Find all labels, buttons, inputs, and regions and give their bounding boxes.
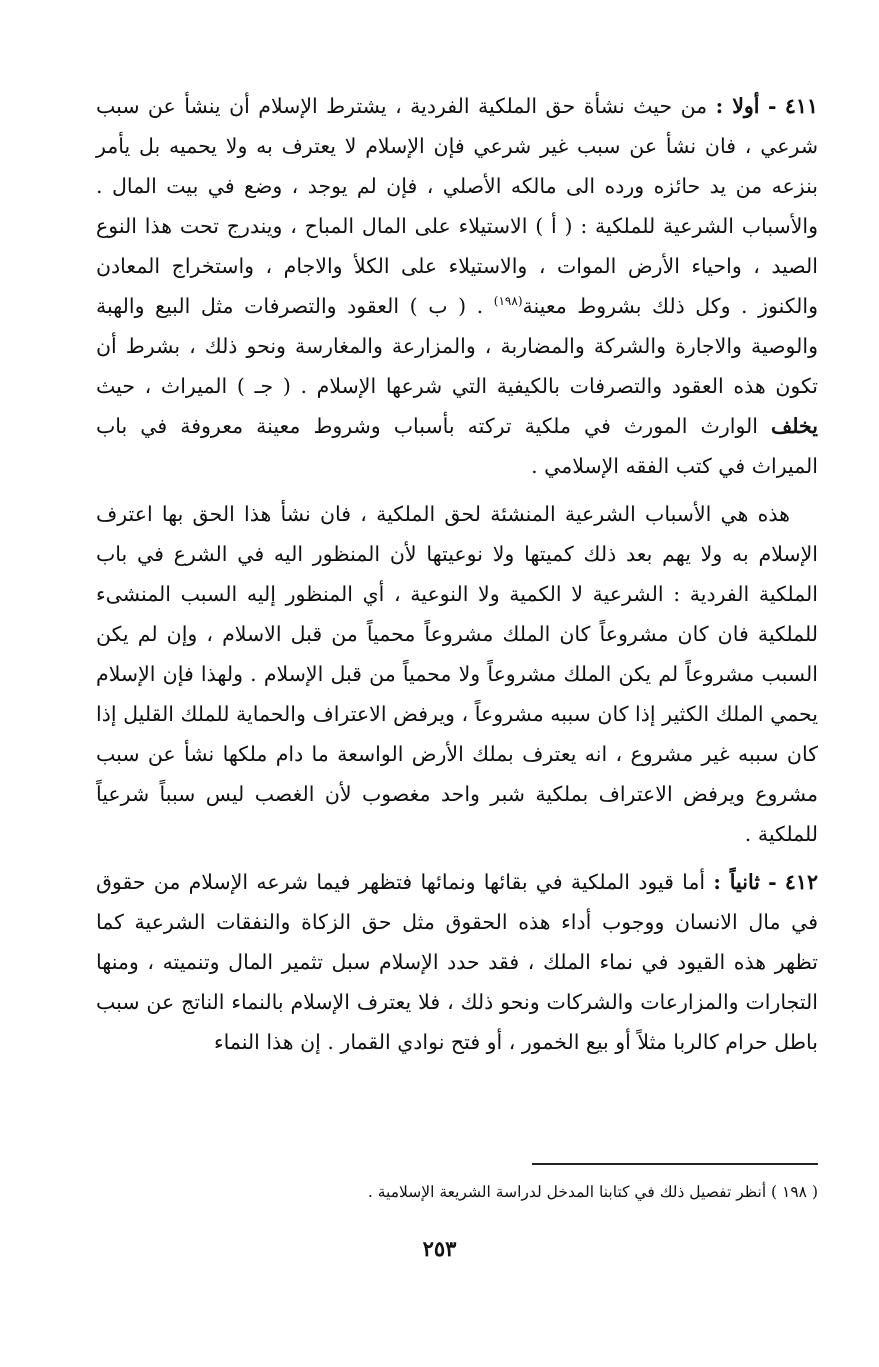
section-412-text: أما قيود الملكية في بقائها ونمائها فتظهر فيما شرعه الإسلام من حقوق في مال الانسان ووجوب أداء هذه الحقوق مثل حق الزكاة والنفقات الشرعية كما تظهر هذه القيود في نماء الملك ، فقد حدد الإسلام سبل تثمير المال وتنميته ، ومنها التجارات والمزارعات والشركات ونحو ذلك ، فلا يعترف الإسلام بالنماء الناتج عن سبب باطل حرام كالربا مثلاً أو بيع الخمور ، أو فتح نوادي القمار . إن هذا النماء <box>96 870 818 1054</box>
paragraph-section-411: ٤١١ - أولا : من حيث نشأة حق الملكية الفردية ، يشترط الإسلام أن ينشأ عن سبب شرعي ، فان نشأ عن سبب غير شرعي فإن الإسلام لا يعترف به ولا يحميه بل يأمر بنزعه من يد حائزه ورده الى مالكه الأصلي ، فإن لم يوجد ، وضع في بيت المال . والأسباب الشرعية للملكية : ( أ ) الاستيلاء على المال المباح ، ويندرج تحت هذا النوع الصيد ، واحياء الأرض الموات ، والاستيلاء على الكلأ والاجام ، واستخراج المعادن والكنوز . وكل ذلك بشروط معينة$^{(١٩٨)}$ . ( ب ) العقود والتصرفات مثل البيع والهبة والوصية والاجارة والشركة والمضاربة ، والمزارعة والمغارسة ونحو ذلك ، بشرط أن تكون هذه العقود والتصرفات بالكيفية التي شرعها الإسلام . ( جـ ) الميراث ، حيث يخلف الوارث المورث في ملكية تركته بأسباب وشروط معينة معروفة في باب الميراث في كتب الفقه الإسلامي . <box>96 94 818 478</box>
footnote: ( ١٩٨ ) أنظر تفصيل ذلك في كتابنا المدخل لدراسة الشريعة الإسلامية . <box>367 1183 818 1201</box>
footnote-separator <box>532 1163 818 1165</box>
section-412-lead: ثانياً : <box>713 870 760 894</box>
paragraph-section-412: ٤١٢ - ثانياً : أما قيود الملكية في بقائها ونمائها فتظهر فيما شرعه الإسلام من حقوق في مال الانسان ووجوب أداء هذه الحقوق مثل حق الزكاة والنفقات الشرعية كما تظهر هذه القيود في نماء الملك ، فقد حدد الإسلام سبل تثمير المال وتنميته ، ومنها التجارات والمزارعات والشركات ونحو ذلك ، فلا يعترف الإسلام بالنماء الناتج عن سبب باطل حرام كالربا مثلاً أو بيع الخمور ، أو فتح نوادي القمار . إن هذا النماء <box>96 870 818 1054</box>
page-body <box>96 86 818 1070</box>
footnote-reference: (١٩٨) <box>493 294 523 309</box>
section-number-411: ٤١١ <box>784 94 818 118</box>
section-411-bold-word: يخلف <box>771 414 818 438</box>
section-number-412: ٤١٢ <box>784 870 818 894</box>
section-411-lead: أولا : <box>715 94 760 118</box>
page-number: ٢٥٣ <box>422 1236 457 1261</box>
section-411-text: من حيث نشأة حق الملكية الفردية ، يشترط الإسلام أن ينشأ عن سبب شرعي ، فان نشأ عن سبب غير شرعي فإن الإسلام لا يعترف به ولا يحميه بل يأمر بنزعه من يد حائزه ورده الى مالكه الأصلي ، فإن لم يوجد ، وضع في بيت المال . والأسباب الشرعية للملكية : ( أ ) الاستيلاء على المال المباح ، ويندرج تحت هذا النوع الصيد ، واحياء الأرض الموات ، والاستيلاء على الكلأ والاجام ، واستخراج المعادن والكنوز . وكل ذلك بشروط معينة <box>96 94 818 318</box>
paragraph-middle: هذه هي الأسباب الشرعية المنشئة لحق الملكية ، فان نشأ هذا الحق بها اعترف الإسلام به ولا يهم بعد ذلك كميتها ولا نوعيتها لأن المنظور اليه في الشرع في باب الملكية الفردية : الشرعية لا الكمية ولا النوعية ، أي المنظور إليه السبب المنشىء للملكية فان كان مشروعاً كان الملك مشروعاً محمياً من قبل الاسلام ، وإن لم يكن السبب مشروعاً لم يكن الملك مشروعاً ولا محمياً من قبل الإسلام . ولهذا فإن الإسلام يحمي الملك الكثير إذا كان سببه مشروعاً ، ويرفض الاعتراف والحماية للملك القليل إذا كان سببه غير مشروع ، انه يعترف بملك الأرض الواسعة ما دام ملكها نشأ عن سبب مشروع ويرفض الاعتراف بملكية شبر واحد مغصوب لأن الغصب ليس سبباً شرعياً للملكية . <box>96 502 818 846</box>
section-411-text-end: الوارث المورث في ملكية تركته بأسباب وشروط معينة معروفة في باب الميراث في كتب الفقه الإسلامي . <box>96 414 818 478</box>
section-411-text-after-ref: . ( ب ) العقود والتصرفات مثل البيع والهبة والوصية والاجارة والشركة والمضاربة ، والمزارعة والمغارسة ونحو ذلك ، بشرط أن تكون هذه العقود والتصرفات بالكيفية التي شرعها الإسلام . ( جـ ) الميراث ، حيث <box>96 294 818 398</box>
